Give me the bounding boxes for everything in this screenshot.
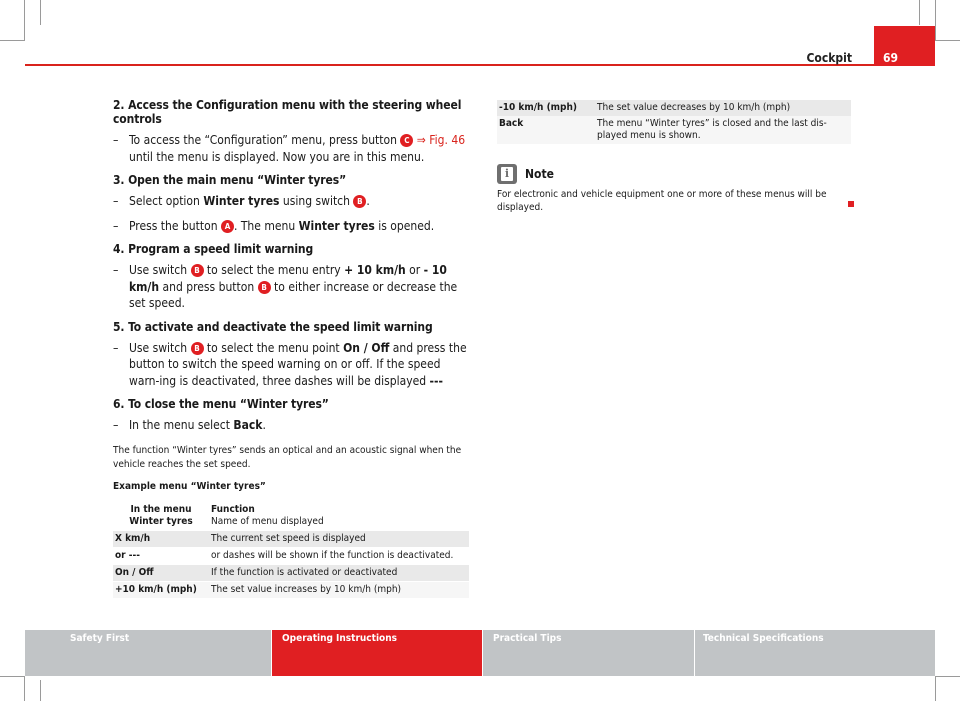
marker-a: A bbox=[221, 220, 234, 233]
crop-mark bbox=[0, 676, 25, 677]
crop-mark bbox=[0, 40, 25, 41]
crop-mark bbox=[40, 680, 41, 701]
step2-bullet: – To access the “Configuration” menu, press button C ⇒ Fig. 46 until the menu is displayed. Now you are in this menu. bbox=[113, 133, 466, 164]
step6-heading: 6. To close the menu “Winter tyres” bbox=[113, 397, 329, 411]
step2-heading: 2. Access the Configuration menu with the steering wheel controls bbox=[113, 98, 462, 126]
crop-mark bbox=[935, 676, 960, 677]
right-column bbox=[497, 100, 851, 214]
step4-heading: 4. Program a speed limit warning bbox=[113, 242, 314, 256]
crop-mark bbox=[40, 0, 41, 25]
winter-tyres-menu-table-continued bbox=[497, 100, 851, 144]
marker-b: B bbox=[258, 281, 271, 294]
step3-bullet-1: – Select option Winter tyres using switch B . bbox=[113, 194, 370, 208]
marker-b: B bbox=[191, 264, 204, 277]
crop-mark bbox=[24, 677, 25, 701]
table-row: On / Off If the function is activated or deactivated bbox=[113, 564, 469, 581]
crop-mark bbox=[24, 0, 25, 40]
note-text: For electronic and vehicle equipment one or more of these menus will be displayed. bbox=[497, 189, 827, 213]
dash: – bbox=[113, 133, 119, 147]
note-title: Note bbox=[525, 167, 554, 181]
crop-mark bbox=[935, 40, 960, 41]
footer-tab-operating-instructions[interactable]: Operating Instructions bbox=[272, 630, 482, 676]
footer-tab-safety-first[interactable]: Safety First bbox=[25, 630, 271, 676]
header-rule bbox=[25, 64, 935, 66]
fig-46-link[interactable]: ⇒ Fig. 46 bbox=[413, 133, 466, 147]
table-row: +10 km/h (mph) The set value increases by 10 km/h (mph) bbox=[113, 581, 469, 598]
note-box bbox=[497, 164, 851, 214]
step4-bullet: – Use switch B to select the menu entry + 10 km/h or - 10 km/h and press button B to either increase or decrease the set speed. bbox=[113, 263, 458, 310]
table-row: X km/h The current set speed is displayed bbox=[113, 531, 469, 548]
end-marker bbox=[848, 201, 854, 207]
crop-mark bbox=[919, 0, 920, 25]
table-row: or --- or dashes will be shown if the function is deactivated. bbox=[113, 547, 469, 564]
step5-heading: 5. To activate and deactivate the speed limit warning bbox=[113, 319, 433, 334]
note-header bbox=[497, 164, 851, 184]
table-header-row bbox=[113, 502, 469, 531]
table-header-function: Function Name of menu displayed bbox=[209, 502, 469, 531]
marker-c: C bbox=[400, 134, 413, 147]
table-header-menu: In the menu Winter tyres bbox=[113, 502, 209, 531]
marker-b: B bbox=[353, 195, 366, 208]
step5-bullet: – Use switch B to select the menu point On / Off and press the button to switch the speed warning on or off. If the speed warn-ing is deactivated, three dashes will be displayed --- bbox=[113, 340, 467, 388]
winter-tyres-menu-table bbox=[113, 502, 469, 599]
crop-mark bbox=[935, 677, 936, 701]
function-description: The function “Winter tyres” sends an optical and an acoustic signal when the vehicle reaches the set speed. bbox=[113, 444, 462, 470]
footer-tab-practical-tips[interactable]: Practical Tips bbox=[483, 630, 694, 676]
step3-heading: 3. Open the main menu “Winter tyres” bbox=[113, 173, 347, 187]
example-label: Example menu “Winter tyres” bbox=[113, 480, 266, 492]
left-column bbox=[113, 98, 469, 599]
table-row: -10 km/h (mph) The set value decreases by 10 km/h (mph) bbox=[497, 100, 851, 116]
step6-bullet: – In the menu select Back. bbox=[113, 418, 266, 432]
crop-mark bbox=[935, 0, 936, 40]
section-title: Cockpit bbox=[806, 51, 852, 65]
note-icon bbox=[497, 164, 517, 184]
page-number: 69 bbox=[874, 26, 935, 66]
step3-bullet-2: – Press the button A . The menu Winter tyres is opened. bbox=[113, 218, 435, 233]
footer-tab-technical-specifications[interactable]: Technical Specifications bbox=[695, 630, 935, 676]
marker-b: B bbox=[191, 342, 204, 355]
table-row: Back The menu “Winter tyres” is closed and the last dis-played menu is shown. bbox=[497, 116, 851, 144]
